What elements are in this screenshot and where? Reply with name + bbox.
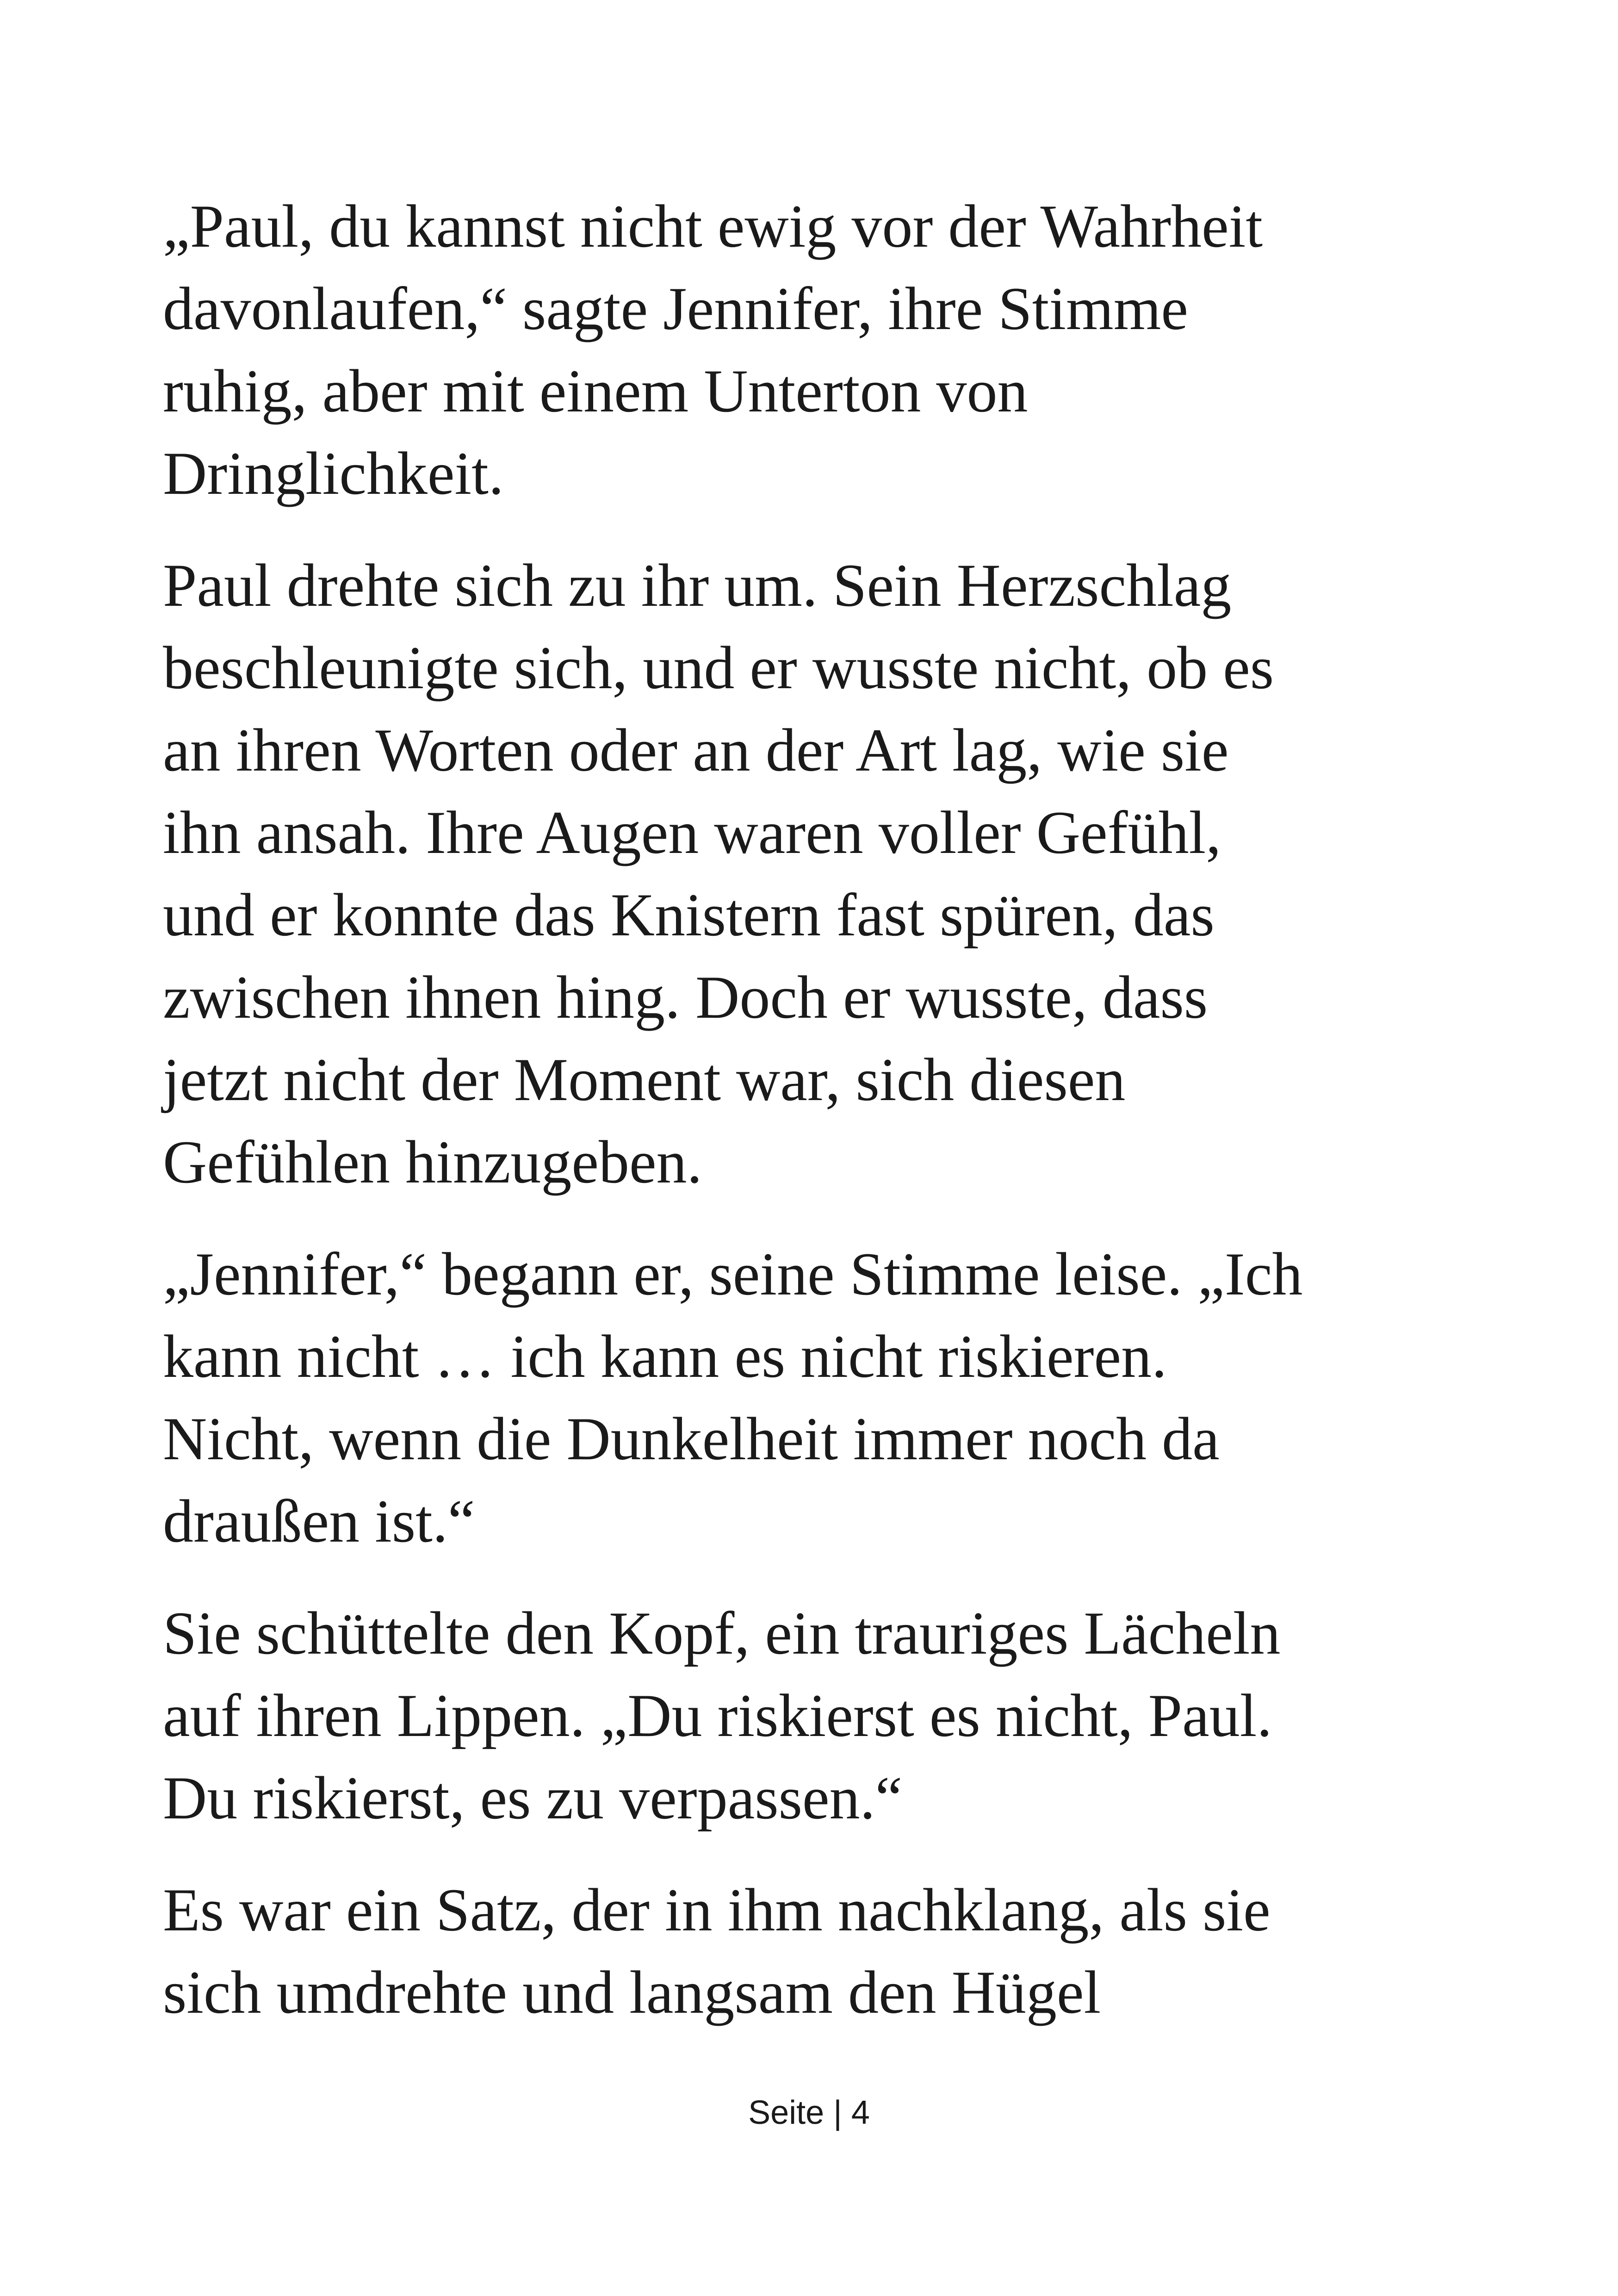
text-line: Es war ein Satz, der in ihm nachklang, als sie [163,1876,1271,1944]
text-line: Dringlichkeit. [163,439,504,507]
text-line: Paul drehte sich zu ihr um. Sein Herzschlag [163,551,1232,619]
text-line: zwischen ihnen hing. Doch er wusste, dass [163,963,1208,1031]
body-text [163,185,1449,2063]
text-line: davonlaufen,“ sagte Jennifer, ihre Stimme [163,274,1188,342]
paragraph-1 [163,185,1449,515]
text-line: sich umdrehte und langsam den Hügel [163,1958,1101,2026]
paragraph-3 [163,1233,1449,1562]
text-line: „Paul, du kannst nicht ewig vor der Wahrheit [163,192,1263,260]
text-line: jetzt nicht der Moment war, sich diesen [163,1045,1126,1114]
paragraph-4 [163,1592,1449,1839]
text-line: „Jennifer,“ begann er, seine Stimme leise. „Ich [163,1240,1303,1308]
text-line: an ihren Worten oder an der Art lag, wie sie [163,716,1229,784]
text-line: Nicht, wenn die Dunkelheit immer noch da [163,1405,1220,1473]
text-line: kann nicht … ich kann es nicht riskieren. [163,1322,1167,1390]
page-number-footer: Seite | 4 [748,2094,870,2131]
text-line: ihn ansah. Ihre Augen waren voller Gefühl, [163,798,1221,866]
text-line: und er konnte das Knistern fast spüren, das [163,881,1215,949]
paragraph-5 [163,1869,1449,2034]
paragraph-2 [163,544,1449,1203]
text-line: draußen ist.“ [163,1487,475,1555]
text-line: Gefühlen hinzugeben. [163,1128,702,1196]
text-line: ruhig, aber mit einem Unterton von [163,357,1028,425]
text-line: beschleunigte sich, und er wusste nicht, ob es [163,634,1274,702]
text-line: Sie schüttelte den Kopf, ein trauriges Lächeln [163,1599,1281,1667]
text-line: Du riskierst, es zu verpassen.“ [163,1764,903,1832]
text-line: auf ihren Lippen. „Du riskierst es nicht, Paul. [163,1681,1272,1749]
